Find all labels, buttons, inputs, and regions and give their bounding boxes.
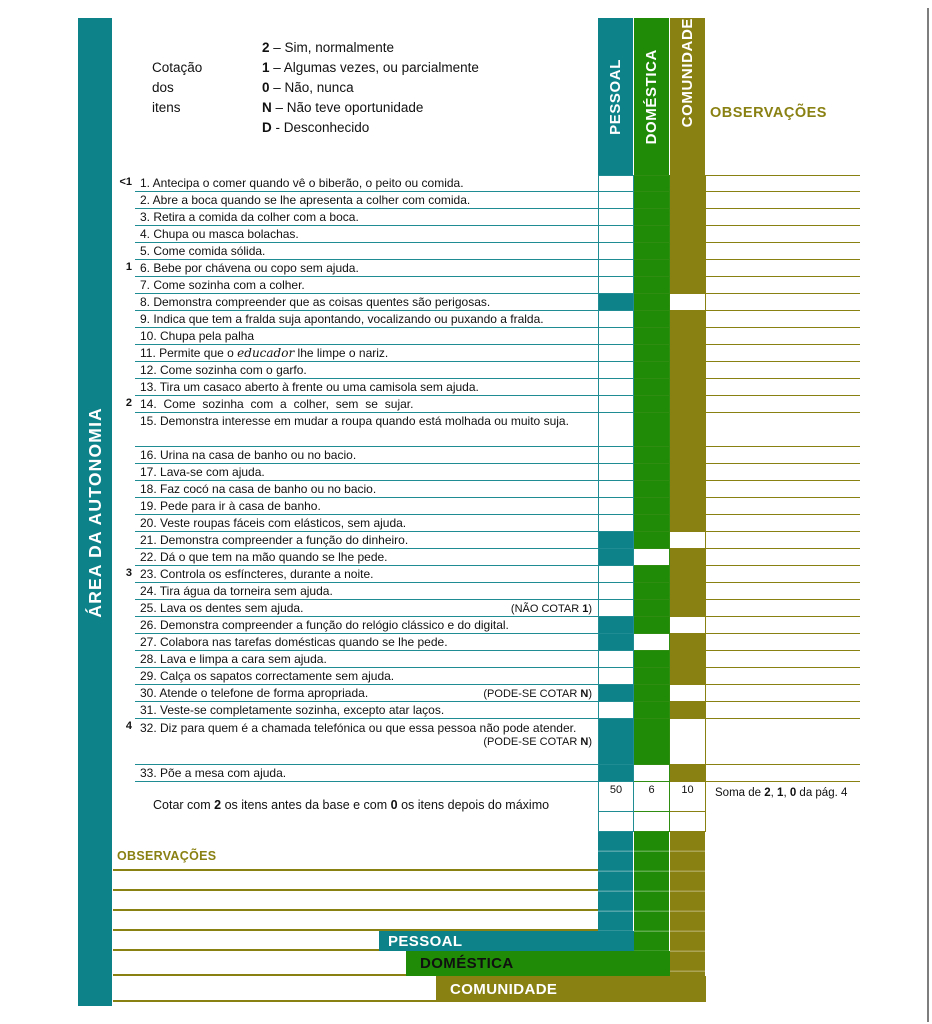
item-text: 17. Lava-se com ajuda. (135, 464, 598, 481)
footer-bar-comunidade (436, 976, 706, 1002)
area-autonomia-sidebar (78, 18, 112, 1006)
table-row (135, 515, 930, 532)
observation-line (706, 345, 860, 362)
item-text: 27. Colabora nas tarefas domésticas quando se lhe pede. (135, 634, 598, 651)
table-row (135, 209, 930, 226)
score-cell-comunidade (670, 209, 706, 226)
observation-line (706, 685, 860, 702)
score-cell-pessoal (598, 243, 634, 260)
score-cell-domestica (634, 651, 670, 668)
table-row (135, 498, 930, 515)
legend-caption (152, 58, 202, 118)
item-text: 5. Come comida sólida. (135, 243, 598, 260)
table-row (135, 260, 930, 277)
score-cell-comunidade (670, 396, 706, 413)
age-marker: 4 (125, 720, 132, 732)
observation-area (706, 209, 930, 226)
legend-entry: N – Não teve oportunidade (262, 100, 424, 115)
table-row (135, 634, 930, 651)
score-cell-pessoal (598, 447, 634, 464)
rating-legend (262, 38, 479, 138)
score-cell-pessoal (598, 294, 634, 311)
total-domestica: 6 (634, 782, 670, 812)
item-text: 21. Demonstra compreender a função do dinheiro. (135, 532, 598, 549)
observation-line (706, 566, 860, 583)
observation-line (706, 362, 860, 379)
observation-rule-line (113, 974, 406, 976)
score-cell-domestica (634, 413, 670, 447)
table-row (135, 600, 930, 617)
score-cell-domestica (634, 209, 670, 226)
score-cell-comunidade (670, 362, 706, 379)
observation-area (706, 600, 930, 617)
table-row (135, 481, 930, 498)
item-text: 7. Come sozinha com a colher. (135, 277, 598, 294)
item-note: (PODE-SE COTAR N) (483, 736, 592, 748)
score-cell-pessoal (598, 719, 634, 765)
observation-line (706, 668, 860, 685)
item-text: 1. Antecipa o comer quando vê o biberão, o peito ou comida. (135, 175, 598, 192)
column-header-pessoal-label: PESSOAL (607, 58, 624, 135)
item-text: 8. Demonstra compreender que as coisas quentes são perigosas. (135, 294, 598, 311)
observation-area (706, 447, 930, 464)
observation-rule-line (113, 1000, 436, 1002)
score-cell-pessoal (598, 379, 634, 396)
observation-area (706, 277, 930, 294)
score-cell-pessoal (598, 634, 634, 651)
table-row (135, 396, 930, 413)
item-text: 4. Chupa ou masca bolachas. (135, 226, 598, 243)
table-row (135, 617, 930, 634)
score-cell-domestica (634, 294, 670, 311)
observacoes-header: OBSERVAÇÕES (710, 105, 827, 121)
score-cell-domestica (634, 192, 670, 209)
legend-caption-line: dos (152, 80, 174, 95)
score-cell-domestica (634, 311, 670, 328)
score-cell-domestica (634, 668, 670, 685)
observation-line (706, 498, 860, 515)
observation-line (706, 617, 860, 634)
score-cell-pessoal (598, 260, 634, 277)
score-cell-pessoal (598, 668, 634, 685)
footer-bar-domestica (406, 951, 670, 976)
score-cell-pessoal (598, 765, 634, 782)
score-cell-comunidade (670, 481, 706, 498)
observation-area (706, 583, 930, 600)
item-text: 19. Pede para ir à casa de banho. (135, 498, 598, 515)
observacoes-footer-label: OBSERVAÇÕES (117, 849, 217, 863)
observation-area (706, 396, 930, 413)
item-text: 10. Chupa pela palha (135, 328, 598, 345)
score-cell-pessoal (598, 396, 634, 413)
observation-line (706, 464, 860, 481)
observation-area (706, 719, 930, 765)
table-row (135, 345, 930, 362)
page-right-border (927, 8, 929, 1022)
score-cell-comunidade (670, 192, 706, 209)
item-text: 14. Come sozinha com a colher, sem se sujar. (135, 396, 598, 413)
item-text: 24. Tira água da torneira sem ajuda. (135, 583, 598, 600)
table-row (135, 328, 930, 345)
table-row (135, 532, 930, 549)
observation-line (706, 702, 860, 719)
observation-line (706, 175, 860, 192)
domestica-column-extension (634, 832, 669, 951)
score-cell-domestica (634, 549, 670, 566)
observation-line (706, 481, 860, 498)
score-cell-domestica (634, 702, 670, 719)
observation-area (706, 651, 930, 668)
observation-rule-line (113, 949, 379, 951)
table-row (135, 379, 930, 396)
item-text: 9. Indica que tem a fralda suja apontando, vocalizando ou puxando a fralda. (135, 311, 598, 328)
score-cell-domestica (634, 719, 670, 765)
score-cell-domestica (634, 379, 670, 396)
table-row (135, 719, 930, 765)
observation-area (706, 362, 930, 379)
table-row (135, 175, 930, 192)
item-text: 29. Calça os sapatos correctamente sem ajuda. (135, 668, 598, 685)
score-cell-comunidade (670, 498, 706, 515)
score-cell-pessoal (598, 685, 634, 702)
observation-line (706, 532, 860, 549)
score-cell-domestica (634, 362, 670, 379)
age-marker: 1 (125, 261, 132, 273)
score-cell-pessoal (598, 345, 634, 362)
score-cell-comunidade (670, 413, 706, 447)
legend-entry: 2 – Sim, normalmente (262, 40, 395, 55)
observation-area (706, 765, 930, 782)
comunidade-column-extension (670, 832, 705, 976)
score-cell-domestica (634, 345, 670, 362)
area-autonomia-label: ÁREA DA AUTONOMIA (84, 406, 105, 618)
column-header-pessoal (598, 18, 633, 175)
observation-line (706, 226, 860, 243)
footer-bar-domestica-label: DOMÉSTICA (420, 955, 514, 972)
table-row (135, 549, 930, 566)
column-header-comunidade (670, 18, 705, 175)
score-cell-pessoal (598, 498, 634, 515)
score-cell-pessoal (598, 209, 634, 226)
table-row (135, 685, 930, 702)
observation-area (706, 345, 930, 362)
observation-area (706, 634, 930, 651)
score-cell-comunidade (670, 464, 706, 481)
observation-area (706, 311, 930, 328)
item-text: 25. Lava os dentes sem ajuda. (NÃO COTAR 1) (135, 600, 598, 617)
table-row (135, 311, 930, 328)
observation-line (706, 243, 860, 260)
score-cell-domestica (634, 765, 670, 782)
score-cell-domestica (634, 498, 670, 515)
score-cell-pessoal (598, 515, 634, 532)
item-text: 32. Diz para quem é a chamada telefónica ou que essa pessoa não pode atender. (PODE-SE COTAR N) (135, 719, 598, 765)
score-cell-comunidade (670, 702, 706, 719)
score-cell-comunidade (670, 294, 706, 311)
base-max-note: Cotar com 2 os itens antes da base e com 0 os itens depois do máximo (153, 798, 550, 812)
score-cell-pessoal (598, 311, 634, 328)
score-cell-domestica (634, 481, 670, 498)
score-cell-pessoal (598, 702, 634, 719)
observation-rule-line (113, 889, 598, 891)
observation-area (706, 702, 930, 719)
observation-area (706, 532, 930, 549)
item-note: (NÃO COTAR 1) (510, 603, 592, 615)
table-row (135, 243, 930, 260)
score-cell-domestica (634, 396, 670, 413)
score-cell-domestica (634, 277, 670, 294)
score-cell-comunidade (670, 175, 706, 192)
score-cell-domestica (634, 617, 670, 634)
item-text: 22. Dá o que tem na mão quando se lhe pede. (135, 549, 598, 566)
table-row (135, 294, 930, 311)
observation-line (706, 634, 860, 651)
score-cell-pessoal (598, 328, 634, 345)
observation-line (706, 277, 860, 294)
item-text: 31. Veste-se completamente sozinha, excepto atar laços. (135, 702, 598, 719)
score-cell-comunidade (670, 600, 706, 617)
item-text: 12. Come sozinha com o garfo. (135, 362, 598, 379)
observation-line (706, 583, 860, 600)
observation-rule-line (113, 909, 598, 911)
score-cell-pessoal (598, 226, 634, 243)
table-row (135, 277, 930, 294)
score-cell-domestica (634, 243, 670, 260)
observation-line (706, 651, 860, 668)
item-text: 18. Faz cocó na casa de banho ou no bacio. (135, 481, 598, 498)
observation-line (706, 765, 860, 782)
observation-line (706, 379, 860, 396)
score-cell-comunidade (670, 260, 706, 277)
score-cell-comunidade (670, 634, 706, 651)
score-cell-domestica (634, 226, 670, 243)
score-cell-comunidade (670, 549, 706, 566)
observation-area (706, 549, 930, 566)
observation-rule-line (113, 869, 598, 871)
soma-note: Soma de 2, 1, 0 da pág. 4 (715, 787, 848, 799)
empty-cell-domestica (634, 812, 670, 832)
observation-line (706, 396, 860, 413)
score-cell-comunidade (670, 566, 706, 583)
item-text: 20. Veste roupas fáceis com elásticos, sem ajuda. (135, 515, 598, 532)
observation-line (706, 294, 860, 311)
item-text: 26. Demonstra compreender a função do relógio clássico e do digital. (135, 617, 598, 634)
item-text: 2. Abre a boca quando se lhe apresenta a colher com comida. (135, 192, 598, 209)
score-cell-comunidade (670, 379, 706, 396)
item-text: 28. Lava e limpa a cara sem ajuda. (135, 651, 598, 668)
score-cell-comunidade (670, 583, 706, 600)
table-row (135, 226, 930, 243)
age-marker: 2 (125, 397, 132, 409)
empty-cell-comunidade (670, 812, 706, 832)
score-cell-domestica (634, 566, 670, 583)
score-cell-comunidade (670, 668, 706, 685)
observation-area (706, 668, 930, 685)
item-text: 16. Urina na casa de banho ou no bacio. (135, 447, 598, 464)
total-comunidade: 10 (670, 782, 706, 812)
empty-score-row (135, 812, 930, 832)
legend-entry: D - Desconhecido (262, 120, 370, 135)
score-cell-comunidade (670, 617, 706, 634)
score-cell-comunidade (670, 685, 706, 702)
item-text: 15. Demonstra interesse em mudar a roupa quando está molhada ou muito suja. (135, 413, 598, 447)
observation-area (706, 226, 930, 243)
score-cell-comunidade (670, 243, 706, 260)
score-cell-pessoal (598, 583, 634, 600)
item-note: (PODE-SE COTAR N) (483, 688, 592, 700)
observation-area (706, 175, 930, 192)
observation-area (706, 294, 930, 311)
observation-area (706, 515, 930, 532)
table-row (135, 583, 930, 600)
score-cell-comunidade (670, 447, 706, 464)
observation-line (706, 328, 860, 345)
item-text: 11. Permite que o educador lhe limpe o nariz. (135, 345, 598, 362)
age-marker: <1 (119, 176, 132, 188)
table-row (135, 668, 930, 685)
observation-area (706, 617, 930, 634)
observation-area (706, 464, 930, 481)
score-cell-comunidade (670, 328, 706, 345)
observation-area (706, 192, 930, 209)
empty-cell-pessoal (598, 812, 634, 832)
score-cell-pessoal (598, 600, 634, 617)
observation-line (706, 447, 860, 464)
observation-area (706, 328, 930, 345)
score-cell-pessoal (598, 362, 634, 379)
score-cell-comunidade (670, 226, 706, 243)
score-cell-domestica (634, 685, 670, 702)
score-cell-domestica (634, 328, 670, 345)
table-row (135, 651, 930, 668)
score-cell-domestica (634, 583, 670, 600)
score-cell-comunidade (670, 532, 706, 549)
observation-area (706, 260, 930, 277)
score-cell-domestica (634, 447, 670, 464)
score-cell-pessoal (598, 175, 634, 192)
score-cell-pessoal (598, 277, 634, 294)
score-cell-pessoal (598, 566, 634, 583)
score-cell-comunidade (670, 277, 706, 294)
observation-line (706, 413, 860, 447)
score-cell-domestica (634, 464, 670, 481)
item-text: 33. Põe a mesa com ajuda. (135, 765, 598, 782)
table-row (135, 192, 930, 209)
item-text: 30. Atende o telefone de forma apropriada. (PODE-SE COTAR N) (135, 685, 598, 702)
score-cell-domestica (634, 600, 670, 617)
items-grid (135, 175, 930, 782)
score-cell-comunidade (670, 765, 706, 782)
table-row (135, 413, 930, 447)
legend-caption-line: Cotação (152, 60, 203, 75)
score-cell-comunidade (670, 345, 706, 362)
column-header-domestica (634, 18, 669, 175)
observation-area (706, 379, 930, 396)
table-row (135, 702, 930, 719)
score-cell-comunidade (670, 651, 706, 668)
table-row (135, 566, 930, 583)
score-cell-pessoal (598, 464, 634, 481)
table-row (135, 362, 930, 379)
legend-entry: 0 – Não, nunca (262, 80, 354, 95)
footer-bar-pessoal (379, 931, 634, 951)
score-cell-pessoal (598, 413, 634, 447)
legend-entry: 1 – Algumas vezes, ou parcialmente (262, 60, 479, 75)
score-cell-pessoal (598, 481, 634, 498)
score-cell-comunidade (670, 311, 706, 328)
footer-bar-pessoal-label: PESSOAL (388, 932, 463, 950)
item-text: 13. Tira um casaco aberto à frente ou uma camisola sem ajuda. (135, 379, 598, 396)
observation-line (706, 260, 860, 277)
score-cell-domestica (634, 260, 670, 277)
score-cell-domestica (634, 515, 670, 532)
observation-area (706, 566, 930, 583)
table-row (135, 464, 930, 481)
pessoal-column-extension (598, 832, 633, 931)
observation-line (706, 515, 860, 532)
legend-caption-line: itens (152, 100, 181, 115)
observation-area (706, 685, 930, 702)
observation-line (706, 600, 860, 617)
score-cell-pessoal (598, 549, 634, 566)
column-header-comunidade-label: COMUNIDADE (679, 18, 696, 128)
total-pessoal: 50 (598, 782, 634, 812)
table-row (135, 765, 930, 782)
item-text: 23. Controla os esfíncteres, durante a noite. (135, 566, 598, 583)
score-cell-comunidade (670, 515, 706, 532)
age-marker: 3 (125, 567, 132, 579)
score-cell-pessoal (598, 532, 634, 549)
footer-bar-comunidade-label: COMUNIDADE (450, 980, 558, 998)
observation-line (706, 311, 860, 328)
observation-line (706, 209, 860, 226)
observation-line (706, 719, 860, 765)
score-cell-pessoal (598, 617, 634, 634)
empty-spacer (135, 812, 598, 832)
observation-area (706, 498, 930, 515)
item-text: 6. Bebe por chávena ou copo sem ajuda. (135, 260, 598, 277)
observation-line (706, 549, 860, 566)
column-header-domestica-label: DOMÉSTICA (643, 48, 660, 145)
score-cell-comunidade (670, 719, 706, 765)
observation-area (706, 413, 930, 447)
observation-area (706, 243, 930, 260)
table-row (135, 447, 930, 464)
score-cell-pessoal (598, 651, 634, 668)
score-cell-domestica (634, 175, 670, 192)
score-cell-domestica (634, 634, 670, 651)
score-cell-pessoal (598, 192, 634, 209)
score-cell-domestica (634, 532, 670, 549)
observation-line (706, 192, 860, 209)
item-text: 3. Retira a comida da colher com a boca. (135, 209, 598, 226)
observation-area (706, 481, 930, 498)
